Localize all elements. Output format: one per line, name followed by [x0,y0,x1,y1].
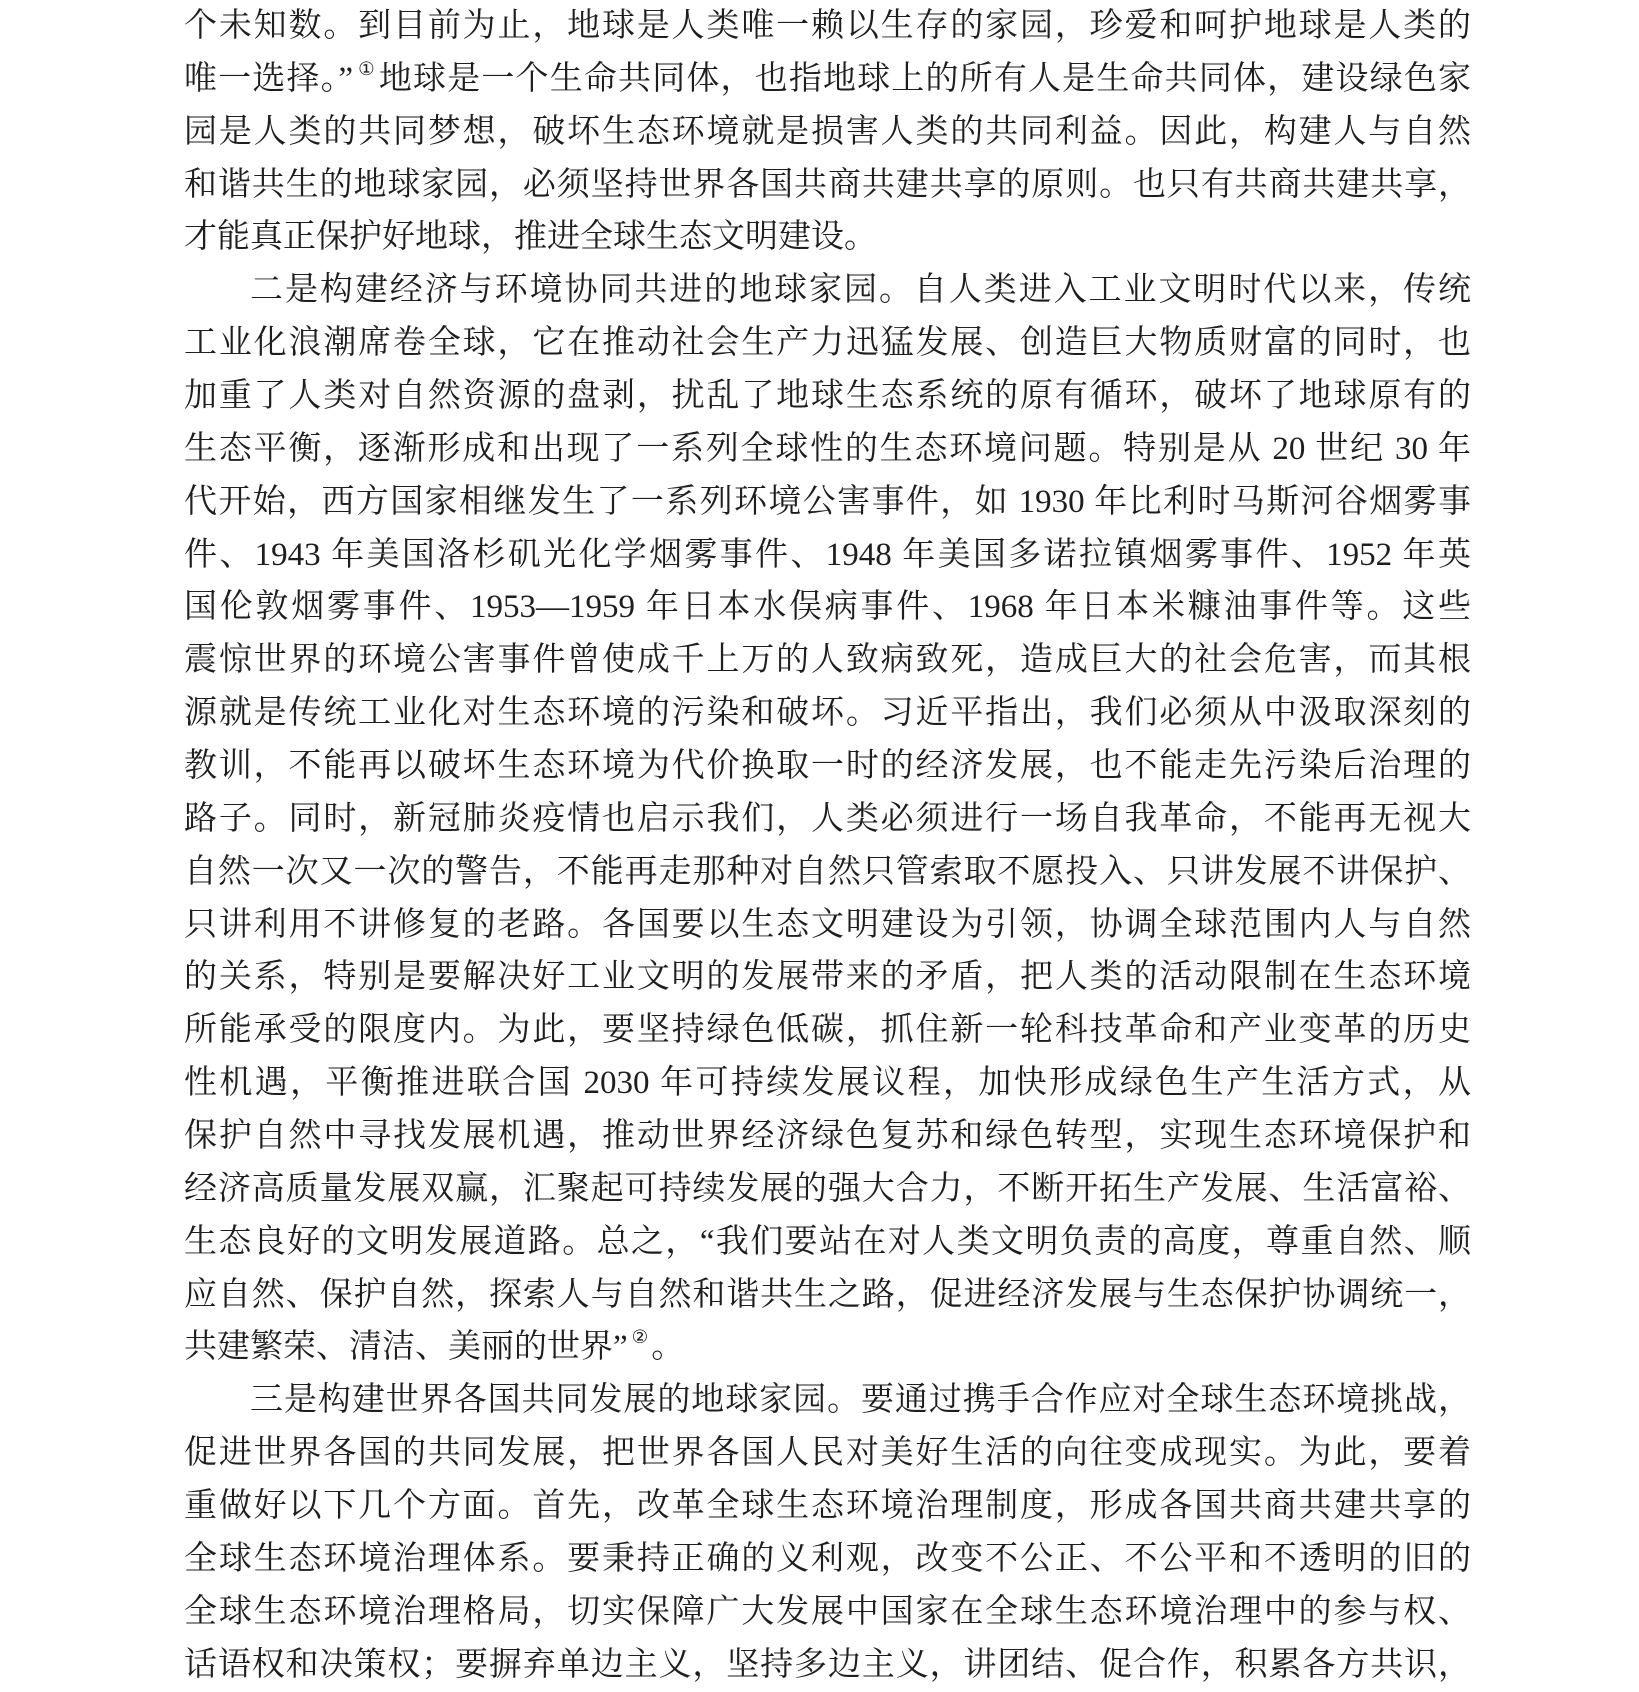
text-run: 二是构建经济与环境协同共进的地球家园。自人类进入工业文明时代以来，传统 [250,272,1471,309]
text-run: 件、1943 年美国洛杉矶光化学烟雾事件、1948 年美国多诺拉镇烟雾事件、1952 年英 [184,536,1471,573]
text-line [184,1216,1471,1269]
text-run: 三是构建世界各国共同发展的地球家园。要通过携手合作应对全球生态环境挑战， [250,1382,1471,1419]
text-run: 所能承受的限度内。为此，要坚持绿色低碳，抓住新一轮科技革命和产业变革的历史 [184,1012,1471,1049]
text-run: 生态平衡，逐渐形成和出现了一系列全球性的生态环境问题。特别是从 20 世纪 30 年 [184,430,1471,467]
footnote-marker: ① [356,58,376,79]
text-line [184,211,1471,264]
text-run: 话语权和决策权；要摒弃单边主义，坚持多边主义，讲团结、促合作，积累各方共识， [184,1646,1471,1683]
text-run: 只讲利用不讲修复的老路。各国要以生态文明建设为引领，协调全球范围内人与自然 [184,906,1471,943]
text-run: 地球是一个生命共同体，也指地球上的所有人是生命共同体，建设绿色家 [378,60,1471,97]
footnote-marker: ② [631,1327,649,1348]
text-run: 才能真正保护好地球，推进全球生态文明建设。 [184,219,877,256]
text-run: 工业化浪潮席卷全球，它在推动社会生产力迅猛发展、创造巨大物质财富的同时，也 [184,325,1471,362]
text-run: 加重了人类对自然资源的盘剥，扰乱了地球生态系统的原有循环，破坏了地球原有的 [184,378,1471,415]
text-run: 路子。同时，新冠肺炎疫情也启示我们，人类必须进行一场自我革命，不能再无视大 [184,800,1471,837]
text-line [184,634,1471,687]
text-line [184,53,1471,106]
text-run: 全球生态环境治理格局，切实保障广大发展中国家在全球生态环境治理中的参与权、 [184,1593,1471,1630]
text-line [184,529,1471,582]
text-line [184,1057,1471,1110]
text-run: 和谐共生的地球家园，必须坚持世界各国共商共建共享的原则。也只有共商共建共享， [184,166,1471,203]
text-line [184,1269,1471,1322]
text-run: 自然一次又一次的警告，不能再走那种对自然只管索取不愿投入、只讲发展不讲保护、 [184,853,1471,890]
text-line [184,846,1471,899]
text-run: 源就是传统工业化对生态环境的污染和破坏。习近平指出，我们必须从中汲取深刻的 [184,695,1471,732]
text-run: 经济高质量发展双赢，汇聚起可持续发展的强大合力，不断开拓生产发展、生活富裕、 [184,1170,1471,1207]
text-run: 教训，不能再以破坏生态环境为代价换取一时的经济发展，也不能走先污染后治理的 [184,748,1471,785]
text-run: 个未知数。到目前为止，地球是人类唯一赖以生存的家园，珍爱和呵护地球是人类的 [184,8,1471,44]
text-run: 生态良好的文明发展道路。总之，“我们要站在对人类文明负责的高度，尊重自然、顺 [184,1223,1471,1260]
text-run: 保护自然中寻找发展机遇，推动世界经济绿色复苏和绿色转型，实现生态环境保护和 [184,1118,1471,1155]
text-line [184,476,1471,529]
text-run: 代开始，西方国家相继发生了一系列环境公害事件，如 1930 年比利时马斯河谷烟雾事 [184,483,1471,520]
text-line [184,0,1471,53]
text-run: 国伦敦烟雾事件、1953—1959 年日本水俣病事件、1968 年日本米糠油事件等。这些 [184,589,1471,626]
text-run: 全球生态环境治理体系。要秉持正确的义利观，改变不公正、不公平和不透明的旧的 [184,1540,1471,1577]
text-line [184,1533,1471,1586]
text-line [184,581,1471,634]
text-line [184,1639,1471,1692]
text-line [184,951,1471,1004]
text-line [184,106,1471,159]
text-line [184,1004,1471,1057]
text-line [184,687,1471,740]
page-text [184,0,1471,1692]
text-run: 共建繁荣、清洁、美丽的世界” [184,1329,628,1366]
text-line [184,1163,1471,1216]
text-line [184,740,1471,793]
text-run: 震惊世界的环境公害事件曾使成千上万的人致病致死，造成巨大的社会危害，而其根 [184,642,1471,679]
text-line [184,1480,1471,1533]
text-run: 园是人类的共同梦想，破坏生态环境就是损害人类的共同利益。因此，构建人与自然 [184,113,1471,150]
text-run: 重做好以下几个方面。首先，改革全球生态环境治理制度，形成各国共商共建共享的 [184,1488,1471,1525]
text-run: 的关系，特别是要解决好工业文明的发展带来的矛盾，把人类的活动限制在生态环境 [184,959,1471,996]
text-line [184,264,1471,317]
text-line [184,1586,1471,1639]
text-run: 促进世界各国的共同发展，把世界各国人民对美好生活的向往变成现实。为此，要着 [184,1435,1471,1472]
text-run: 应自然、保护自然，探索人与自然和谐共生之路，促进经济发展与生态保护协调统一， [184,1276,1471,1313]
text-line [184,159,1471,212]
text-line [184,1374,1471,1427]
text-line [184,370,1471,423]
text-run: 性机遇，平衡推进联合国 2030 年可持续发展议程，加快形成绿色生产生活方式，从 [184,1065,1471,1102]
text-line [184,423,1471,476]
text-line [184,899,1471,952]
text-run: 唯一选择。” [184,60,353,97]
text-line [184,1110,1471,1163]
text-line [184,317,1471,370]
text-line [184,1427,1471,1480]
text-line [184,793,1471,846]
text-line [184,1321,1471,1374]
text-run: 。 [651,1329,685,1366]
